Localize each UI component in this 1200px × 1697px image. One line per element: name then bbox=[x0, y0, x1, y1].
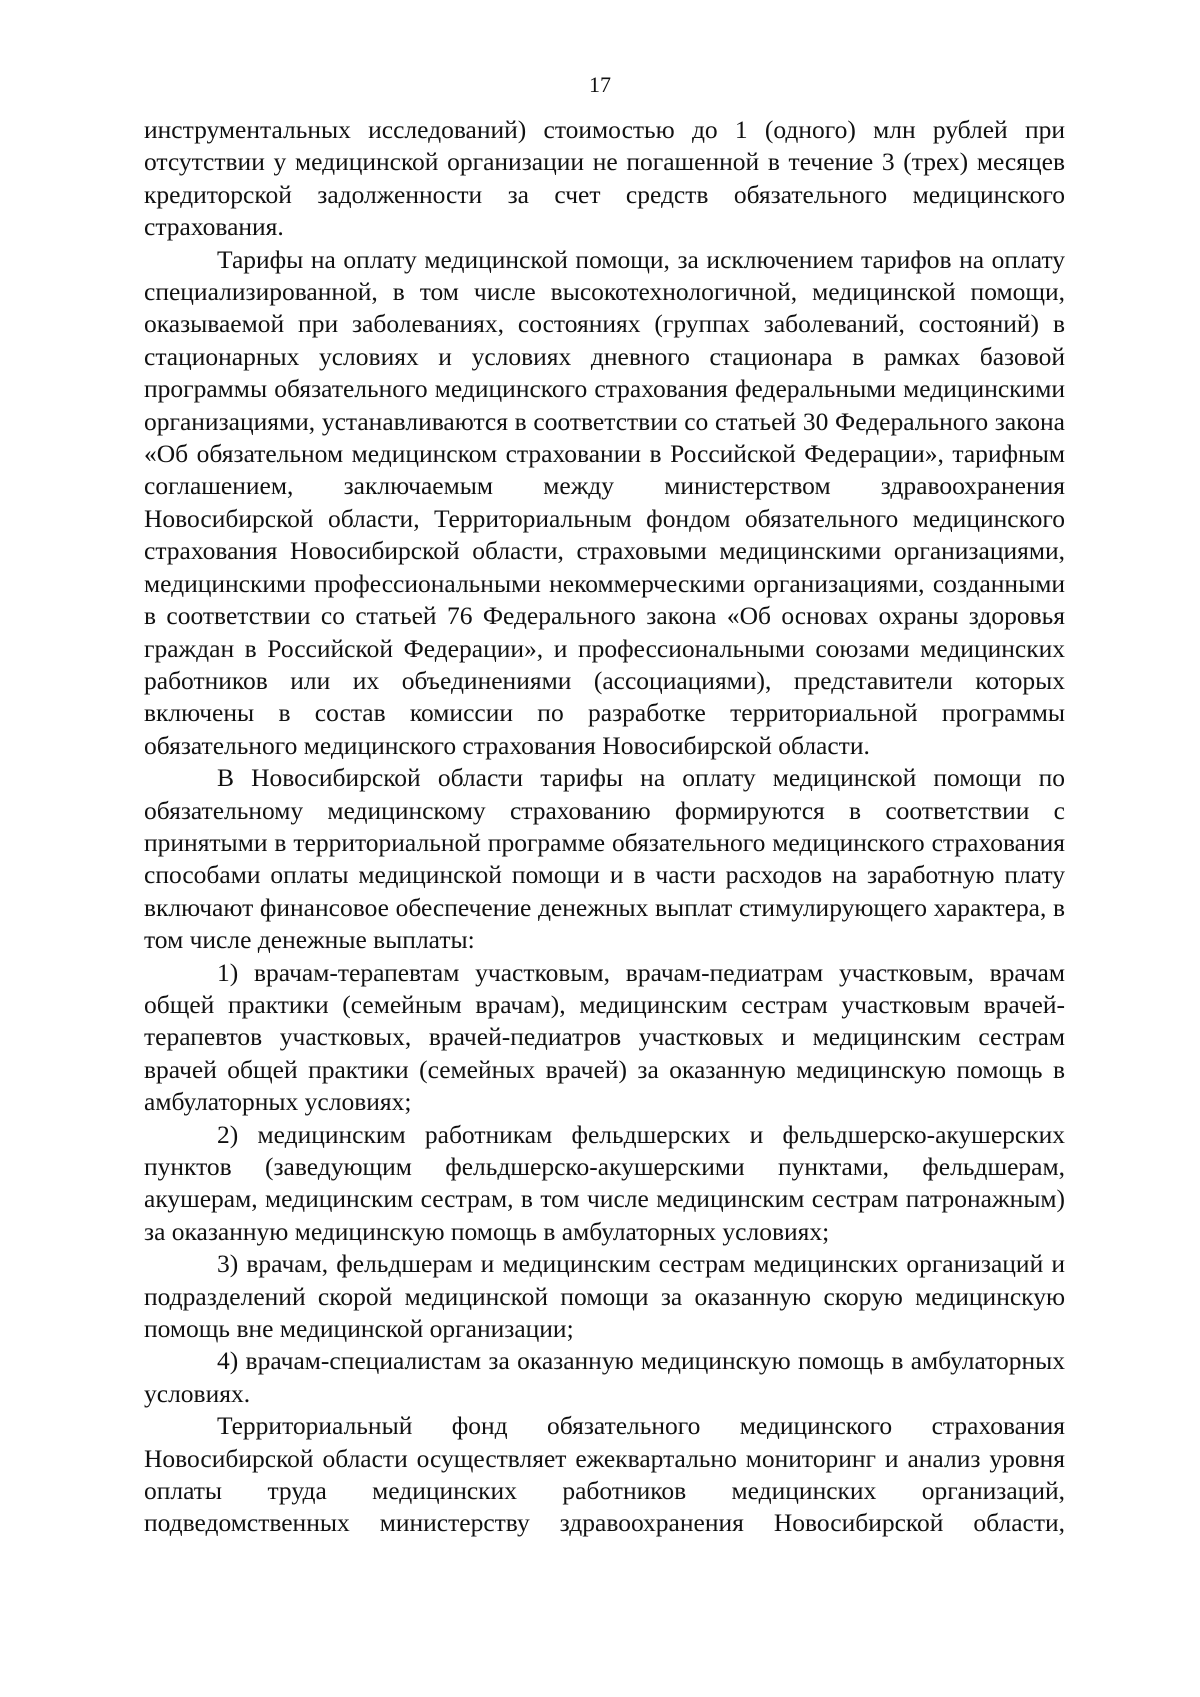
list-item-2: 2) медицинским работникам фельдшерских и фельдшерско-акушерских пунктов (заведующим фельдшерско-акушерскими пунктами, фельдшерам, акушерам, медицинским сестрам, в том числе медицинским сестрам патронажным) за оказанную медицинскую помощь в амбулаторных условиях; bbox=[144, 1119, 1065, 1246]
list-item-1: 1) врачам-терапевтам участковым, врачам-педиатрам участковым, врачам общей практики (семейным врачам), медицинским сестрам участковым врачей-терапевтов участковых, врачей-педиатров участковых и медицинским сестрам врачей общей практики (семейных врачей) за оказанную медицинскую помощь в амбулаторных условиях; bbox=[144, 957, 1065, 1117]
list-item-4: 4) врачам-специалистам за оказанную медицинскую помощь в амбулаторных условиях. bbox=[144, 1346, 1065, 1408]
paragraph-tariffs: Тарифы на оплату медицинской помощи, за исключением тарифов на оплату специализированной, в том числе высокотехнологичной, медицинской помощи, оказываемой при заболеваниях, состояниях (группах заболеваний, состояний) в стационарных условиях и условиях дневного стационара в рамках базовой программы обязательного медицинского страхования федеральными медицинскими организациями, устанавливаются в соответствии со статьей 30 Федерального закона «Об обязательном медицинском страховании в Российской Федерации», тарифным соглашением, заключаемым между министерством здравоохранения Новосибирской области, Территориальным фондом обязательного медицинского страхования Новосибирской области, страховыми медицинскими организациями, медицинскими профессиональными некоммерческими организациями, созданными в соответствии со статьей 76 Федерального закона «Об основах охраны здоровья граждан в Российской Федерации», и профессиональными союзами медицинских работников или их объединениями (ассоциациями), представители которых включены в состав комиссии по разработке территориальной программы обязательного медицинского страхования Новосибирской области. bbox=[144, 244, 1065, 760]
paragraph-novosibirsk-tariffs: В Новосибирской области тарифы на оплату медицинской помощи по обязательному медицинскому страхованию формируются в соответствии с принятыми в территориальной программе обязательного медицинского страхования способами оплаты медицинской помощи и в части расходов на заработную плату включают финансовое обеспечение денежных выплат стимулирующего характера, в том числе денежные выплаты: bbox=[144, 763, 1065, 955]
paragraph-monitoring: Территориальный фонд обязательного медицинского страхования Новосибирской области осуществляет ежеквартально мониторинг и анализ уровня оплаты труда медицинских работников медицинских организаций, подведомственных министерству здравоохранения Новосибирской области, bbox=[144, 1411, 1065, 1538]
document-body bbox=[144, 114, 1065, 1540]
paragraph-continuation: инструментальных исследований) стоимостью до 1 (одного) млн рублей при отсутствии у медицинской организации не погашенной в течение 3 (трех) месяцев кредиторской задолженности за счет средств обязательного медицинского страхования. bbox=[144, 115, 1065, 242]
list-item-3: 3) врачам, фельдшерам и медицинским сестрам медицинских организаций и подразделений скорой медицинской помощи за оказанную скорую медицинскую помощь вне медицинской организации; bbox=[144, 1249, 1065, 1344]
page-number: 17 bbox=[589, 72, 611, 97]
